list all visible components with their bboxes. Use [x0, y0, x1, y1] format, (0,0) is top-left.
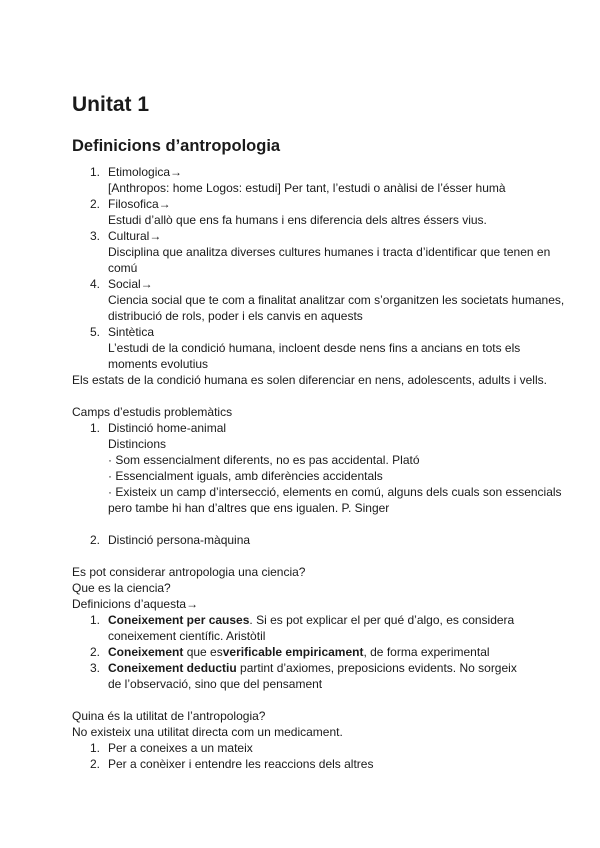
camps-item-label: Distinció home-animal [108, 421, 227, 435]
definition-label: Social→ [108, 277, 153, 291]
camps-item-label: Distinció persona-màquina [108, 533, 251, 547]
definition-text: L’estudi de la condició humana, incloent desde nens fins a ancians en tots els [108, 341, 521, 355]
definition-label: Sintètica [108, 325, 155, 339]
list-number: 2. [89, 533, 100, 547]
list-number: 2. [89, 645, 100, 659]
item-continuation: coneixement científic. Aristòtil [108, 629, 266, 643]
ciencia-item [108, 612, 514, 628]
question: Que es la ciencia? [72, 581, 171, 595]
question: Es pot considerar antropologia una ciencia? [72, 565, 306, 579]
bold-term: Coneixement deductiu [108, 661, 237, 675]
answer: No existeix una utilitat directa com un medicament. [72, 725, 343, 739]
utilitat-item: Per a coneixes a un mateix [108, 741, 253, 755]
definition-text: distribució de rols, poder i els canvis en aquests [108, 309, 363, 323]
list-number: 1. [89, 165, 100, 179]
list-number: 4. [89, 277, 100, 291]
definition-text: Disciplina que analitza diverses cultures humanes i tracta d’identificar que tenen en [108, 245, 551, 259]
bullet-item: · Som essencialment diferents, no es pas accidental. Plató [108, 453, 420, 467]
item-continuation: de l’observació, sino que del pensament [108, 677, 323, 691]
bullet-item: · Existeix un camp d’intersecció, elements en comú, alguns dels cuals son essencials [108, 485, 562, 499]
camps-heading: Camps d’estudis problemàtics [72, 405, 233, 419]
item-text: , de forma experimental [363, 645, 490, 659]
list-number: 5. [89, 325, 100, 339]
list-number: 2. [89, 757, 100, 771]
bold-term: Coneixement per causes [108, 613, 250, 627]
bullet-item: · Essencialment iguals, amb diferències accidentals [108, 469, 383, 483]
list-number: 2. [89, 197, 100, 211]
definition-label: Etimologica→ [108, 165, 183, 179]
list-number: 3. [89, 661, 100, 675]
item-text: que es [183, 645, 223, 659]
definitions-label: Definicions d’aquesta→ [72, 597, 199, 611]
item-text: partint d’axiomes, preposicions evidents. No sorgeix [236, 661, 517, 675]
definition-text: [Anthropos: home Logos: estudi] Per tant, l’estudi o anàlisi de l’ésser humà [108, 181, 506, 195]
definition-label: Filosofica→ [108, 197, 171, 211]
definition-text: Estudi d’allò que ens fa humans i ens diferencia dels altres éssers vius. [108, 213, 487, 227]
states-note: Els estats de la condició humana es solen diferenciar en nens, adolescents, adults i vells. [72, 373, 547, 387]
bold-term: Coneixement [108, 645, 184, 659]
list-number: 1. [89, 741, 100, 755]
definition-label: Cultural→ [108, 229, 162, 243]
section-title: Definicions d’antropologia [72, 137, 281, 155]
ciencia-item [108, 660, 517, 676]
ciencia-item [108, 644, 490, 660]
utilitat-item: Per a conèixer i entendre les reaccions dels altres [108, 757, 374, 771]
definition-text: comú [108, 261, 138, 275]
definition-text: Ciencia social que te com a finalitat analitzar com s’organitzen les societats humanes, [108, 293, 565, 307]
bold-term: verificable empiricament [222, 645, 364, 659]
item-text: . Si es pot explicar el per qué d’algo, es considera [249, 613, 515, 627]
question: Quina és la utilitat de l’antropologia? [72, 709, 266, 723]
list-number: 1. [89, 613, 100, 627]
page-title: Unitat 1 [72, 93, 150, 116]
definition-text: moments evolutius [108, 357, 209, 371]
camps-sublabel: Distincions [108, 437, 167, 451]
list-number: 1. [89, 421, 100, 435]
bullet-continuation: pero tambe hi han d’altres que ens igualen. P. Singer [108, 501, 390, 515]
list-number: 3. [89, 229, 100, 243]
